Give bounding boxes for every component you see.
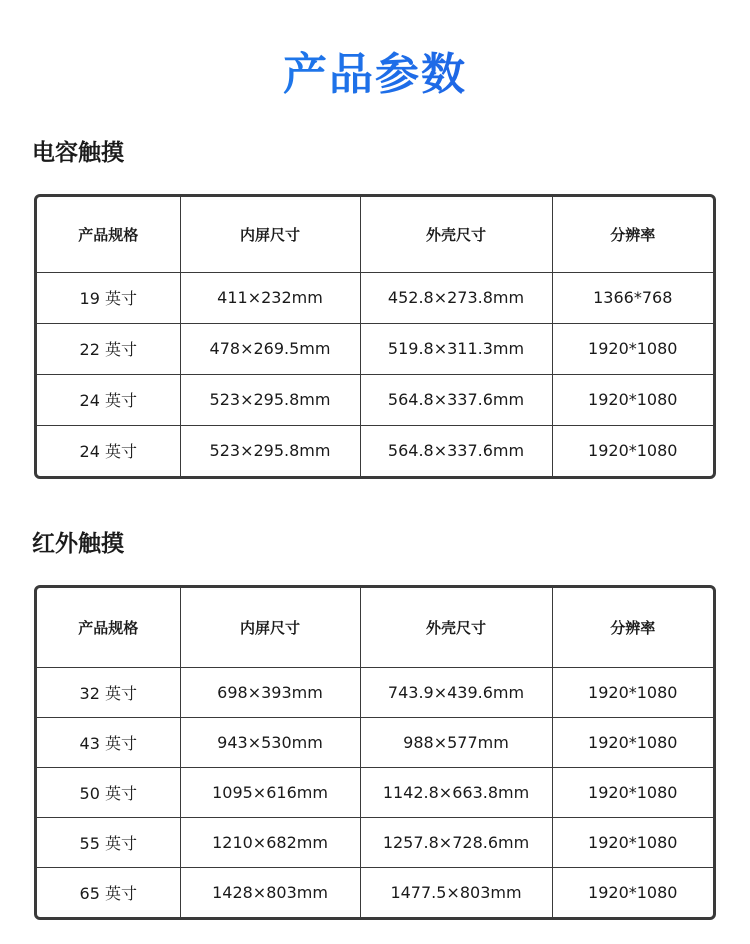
cell-model: 43 英寸 xyxy=(37,717,180,767)
cell-housing-size: 452.8×273.8mm xyxy=(360,272,552,323)
cell-inner-size: 523×295.8mm xyxy=(180,374,360,425)
header-resolution: 分辨率 xyxy=(552,197,713,272)
table-row xyxy=(37,425,713,476)
header-inner-screen-size: 内屏尺寸 xyxy=(180,197,360,272)
cell-model: 22 英寸 xyxy=(37,323,180,374)
table-row xyxy=(37,374,713,425)
cell-inner-size: 943×530mm xyxy=(180,717,360,767)
cell-housing-size: 1477.5×803mm xyxy=(360,867,552,917)
capacitive-spec-table-frame xyxy=(34,194,716,479)
cell-resolution: 1920*1080 xyxy=(552,374,713,425)
cell-model: 19 英寸 xyxy=(37,272,180,323)
cell-inner-size: 478×269.5mm xyxy=(180,323,360,374)
cell-housing-size: 564.8×337.6mm xyxy=(360,374,552,425)
header-housing-size: 外壳尺寸 xyxy=(360,197,552,272)
cell-model: 32 英寸 xyxy=(37,667,180,717)
cell-resolution: 1366*768 xyxy=(552,272,713,323)
cell-resolution: 1920*1080 xyxy=(552,767,713,817)
cell-housing-size: 1257.8×728.6mm xyxy=(360,817,552,867)
table-row xyxy=(37,867,713,917)
cell-resolution: 1920*1080 xyxy=(588,882,678,902)
cell-model: 24 英寸 xyxy=(37,374,180,425)
cell-inner-size: 698×393mm xyxy=(180,667,360,717)
infrared-spec-table xyxy=(37,588,713,917)
table-row xyxy=(37,717,713,767)
section-heading-infrared: 红外触摸 xyxy=(32,531,124,557)
header-inner-screen-size: 内屏尺寸 xyxy=(180,588,360,667)
cell-inner-size: 1095×616mm xyxy=(180,767,360,817)
cell-housing-size: 743.9×439.6mm xyxy=(360,667,552,717)
header-housing-size: 外壳尺寸 xyxy=(360,588,552,667)
cell-resolution: 1920*1080 xyxy=(552,717,713,767)
table-row xyxy=(37,667,713,717)
table-row xyxy=(37,767,713,817)
cell-inner-size: 411×232mm xyxy=(180,272,360,323)
cell-resolution: 1920*1080 xyxy=(588,441,678,461)
cell-model: 55 英寸 xyxy=(37,817,180,867)
table-header-row xyxy=(37,588,713,667)
cell-model: 50 英寸 xyxy=(37,767,180,817)
cell-housing-size: 564.8×337.6mm xyxy=(360,425,552,476)
cell-housing-size: 519.8×311.3mm xyxy=(360,323,552,374)
header-resolution: 分辨率 xyxy=(552,588,713,667)
cell-resolution: 1920*1080 xyxy=(552,667,713,717)
table-row xyxy=(37,323,713,374)
table-header-row xyxy=(37,197,713,272)
cell-housing-size: 1142.8×663.8mm xyxy=(360,767,552,817)
cell-inner-size: 523×295.8mm xyxy=(180,425,360,476)
table-row xyxy=(37,272,713,323)
cell-resolution: 1920*1080 xyxy=(552,323,713,374)
header-model: 产品规格 xyxy=(37,588,180,667)
section-heading-capacitive: 电容触摸 xyxy=(32,140,124,166)
cell-model: 65 英寸 xyxy=(37,867,180,917)
cell-model: 24 英寸 xyxy=(37,425,180,476)
cell-housing-size: 988×577mm xyxy=(360,717,552,767)
cell-inner-size: 1210×682mm xyxy=(180,817,360,867)
infrared-spec-table-frame xyxy=(34,585,716,920)
capacitive-spec-table xyxy=(37,197,713,476)
table-row xyxy=(37,817,713,867)
page-title: 产品参数 xyxy=(0,38,750,102)
header-model: 产品规格 xyxy=(37,197,180,272)
cell-inner-size: 1428×803mm xyxy=(180,867,360,917)
cell-resolution: 1920*1080 xyxy=(552,817,713,867)
